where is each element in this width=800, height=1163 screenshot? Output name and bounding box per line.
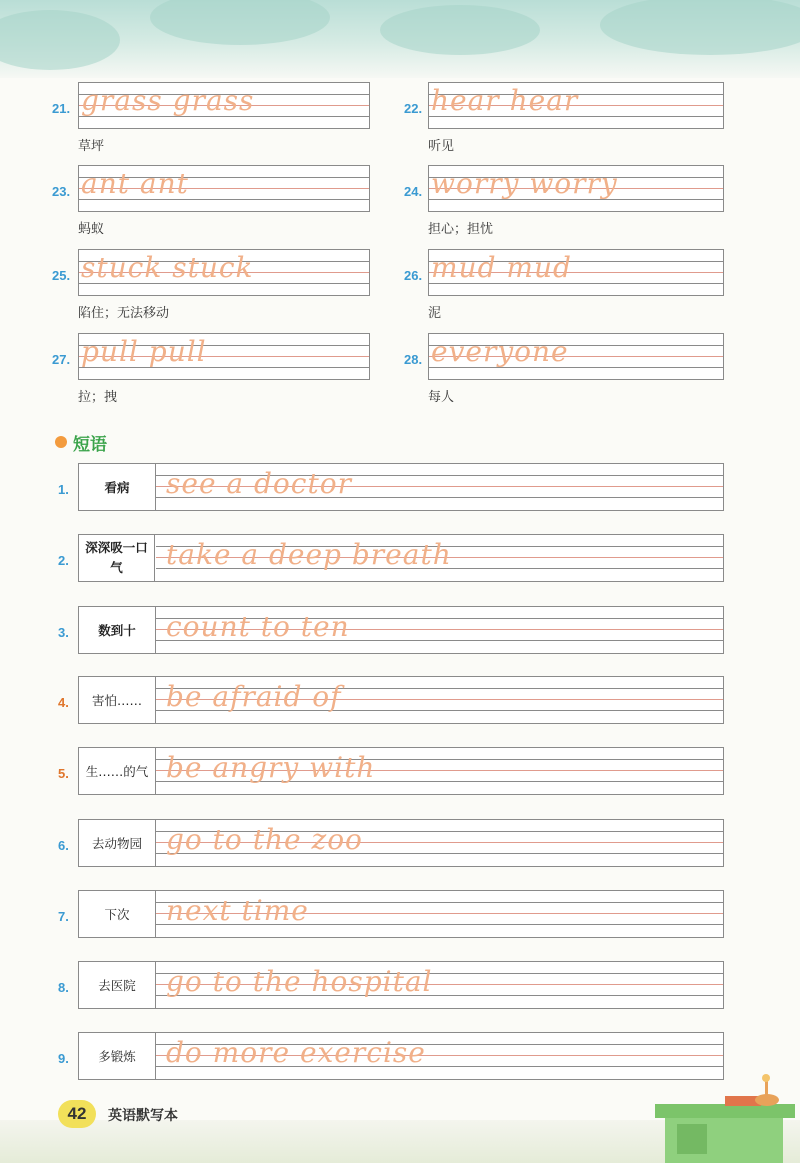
writing-lines: [156, 748, 723, 794]
writing-lines: [78, 82, 370, 129]
section-title: 短语: [73, 435, 107, 455]
phrase-number: 2.: [58, 553, 69, 568]
word-trace: everyone: [431, 335, 569, 368]
writing-lines: [428, 82, 724, 129]
phrase-number: 3.: [58, 625, 69, 640]
phrase-number: 1.: [58, 482, 69, 497]
word-trace: mud mud: [431, 251, 572, 284]
phrase-chinese: 害怕……: [79, 677, 156, 723]
writing-lines: [156, 464, 723, 510]
writing-lines: [428, 249, 724, 296]
word-trace: ant ant: [81, 167, 189, 200]
word-meaning: 每人: [428, 390, 455, 405]
word-trace: pull pull: [81, 335, 207, 368]
phrase-trace: next time: [166, 894, 309, 927]
phrase-trace: go to the zoo: [166, 823, 363, 856]
writing-lines: [156, 962, 723, 1008]
writing-lines: [156, 677, 723, 723]
phrase-row: [78, 819, 724, 867]
phrase-trace: do more exercise: [166, 1036, 426, 1069]
phrase-chinese: 多锻炼: [79, 1033, 156, 1079]
phrase-trace: count to ten: [166, 610, 350, 643]
phrase-trace: take a deep breath: [166, 538, 452, 571]
word-meaning: 拉；拽: [78, 390, 118, 405]
writing-lines: [156, 607, 723, 653]
phrase-row: [78, 1032, 724, 1080]
phrase-row: [78, 747, 724, 795]
word-meaning: 担心；担忧: [428, 222, 494, 237]
phrase-number: 8.: [58, 980, 69, 995]
section-bullet-icon: [55, 436, 67, 448]
table-illustration-icon: [655, 1066, 795, 1163]
word-number: 26.: [404, 268, 423, 283]
writing-lines: [156, 891, 723, 937]
word-trace: hear hear: [431, 84, 579, 117]
writing-lines: [78, 165, 370, 212]
word-trace: worry worry: [431, 167, 618, 200]
phrase-row: [78, 890, 724, 938]
word-trace: stuck stuck: [81, 251, 254, 284]
word-number: 23.: [52, 184, 71, 199]
writing-lines: [156, 535, 723, 581]
writing-lines: [428, 165, 724, 212]
word-meaning: 草坪: [78, 139, 105, 154]
writing-lines: [428, 333, 724, 380]
word-number: 27.: [52, 352, 71, 367]
word-number: 22.: [404, 101, 423, 116]
phrase-chinese: 深深吸一口气: [79, 535, 155, 581]
phrase-number: 7.: [58, 909, 69, 924]
phrase-chinese: 生……的气: [79, 748, 156, 794]
word-meaning: 陷住；无法移动: [78, 306, 170, 321]
phrase-number: 5.: [58, 766, 69, 781]
word-number: 25.: [52, 268, 71, 283]
word-meaning: 泥: [428, 306, 442, 321]
phrase-trace: be angry with: [166, 751, 376, 784]
phrase-chinese: 看病: [79, 464, 156, 510]
phrase-trace: see a doctor: [166, 467, 352, 500]
word-trace: grass grass: [81, 84, 255, 117]
phrase-row: [78, 676, 724, 724]
writing-lines: [156, 820, 723, 866]
writing-lines: [156, 1033, 723, 1079]
phrase-chinese: 下次: [79, 891, 156, 937]
phrase-trace: be afraid of: [166, 680, 342, 713]
phrase-row: [78, 534, 724, 582]
phrase-row: [78, 463, 724, 511]
writing-lines: [78, 249, 370, 296]
word-number: 24.: [404, 184, 423, 199]
word-meaning: 听见: [428, 139, 455, 154]
phrase-number: 9.: [58, 1051, 69, 1066]
phrase-trace: go to the hospital: [166, 965, 433, 998]
phrase-chinese: 去医院: [79, 962, 156, 1008]
writing-lines: [78, 333, 370, 380]
phrase-number: 4.: [58, 695, 69, 710]
word-number: 28.: [404, 352, 423, 367]
top-banner: [0, 0, 800, 78]
page-number: 42: [58, 1100, 96, 1128]
phrase-chinese: 数到十: [79, 607, 156, 653]
phrase-number: 6.: [58, 838, 69, 853]
phrase-row: [78, 606, 724, 654]
book-title: 英语默写本: [108, 1108, 178, 1124]
word-number: 21.: [52, 101, 71, 116]
phrase-chinese: 去动物园: [79, 820, 156, 866]
word-meaning: 蚂蚁: [78, 222, 105, 237]
phrase-row: [78, 961, 724, 1009]
